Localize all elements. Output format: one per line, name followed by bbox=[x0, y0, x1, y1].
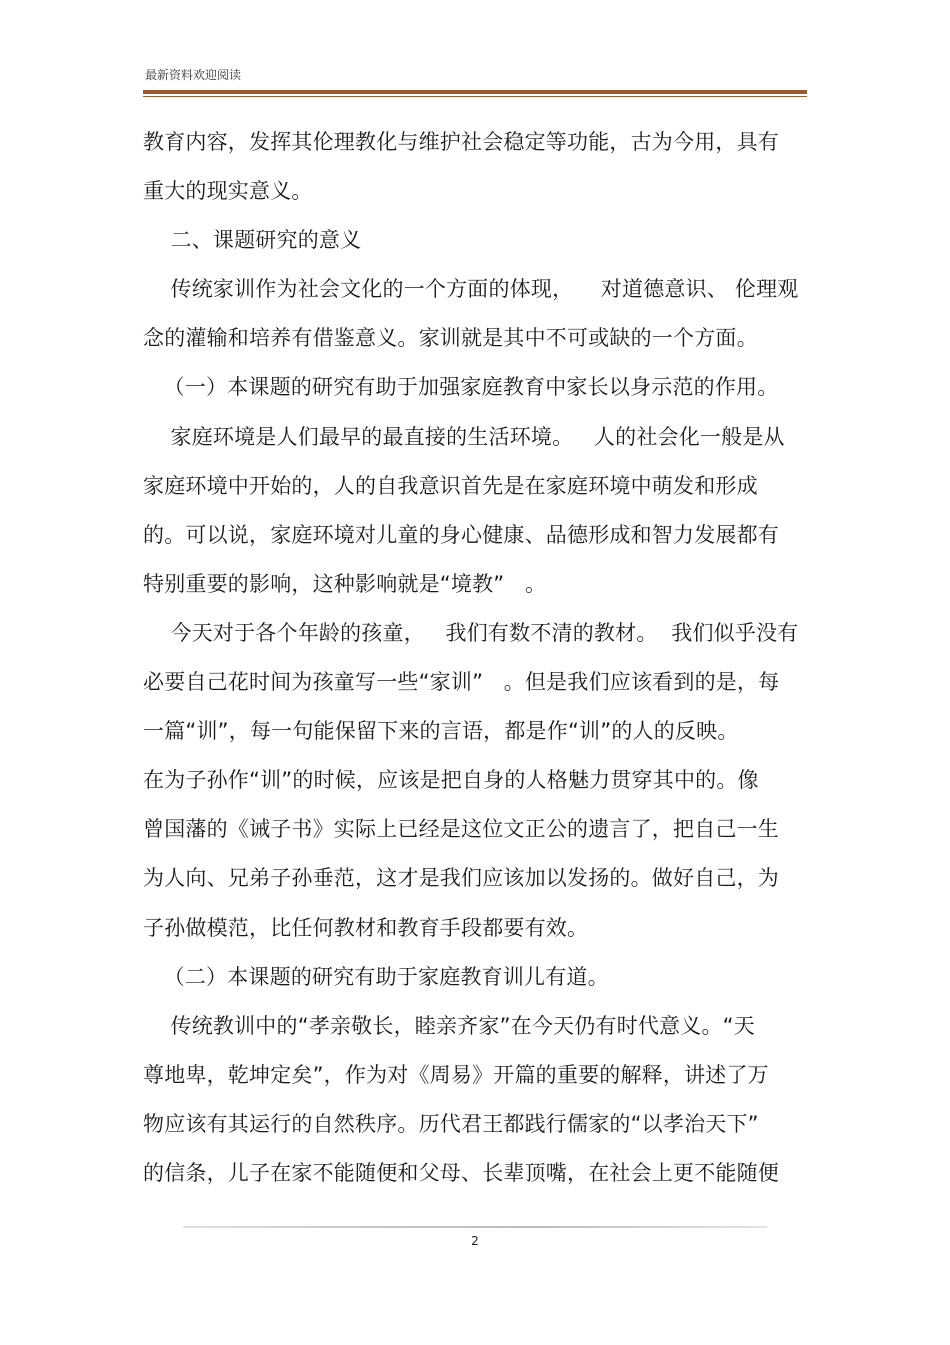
text-line: 为人向、兄弟子孙垂范，这才是我们应该加以发扬的。做好自己，为 bbox=[143, 866, 779, 891]
text-line: 子孙做模范，比任何教材和教育手段都要有效。 bbox=[143, 915, 589, 940]
text-line: 特别重要的影响，这种影响就是“境教” 。 bbox=[143, 571, 547, 596]
text-line: 物应该有其运行的自然秩序。历代君王都践行儒家的“以孝治天下” bbox=[143, 1111, 759, 1136]
text-line: 尊地卑，乾坤定矣”，作为对《周易》开篇的重要的解释，讲述了万 bbox=[143, 1062, 769, 1087]
header-rule-thin bbox=[143, 96, 807, 97]
text-line: 曾国藩的《诫子书》实际上已经是这位文正公的遗言了，把自己一生 bbox=[143, 817, 779, 842]
text-line: 今天对于各个年龄的孩童， 我们有数不清的教材。 我们似乎没有 bbox=[143, 620, 799, 645]
text-line: 念的灌输和培养有借鉴意义。家训就是其中不可或缺的一个方面。 bbox=[143, 326, 758, 351]
subsection-heading: （一）本课题的研究有助于加强家庭教育中家长以身示范的作用。 bbox=[143, 375, 779, 400]
text-line: 重大的现实意义。 bbox=[143, 179, 313, 204]
text-line: 必要自己花时间为孩童写一些“家训” 。但是我们应该看到的是，每 bbox=[143, 670, 780, 695]
text-line: 的。可以说，家庭环境对儿童的身心健康、品德形成和智力发展都有 bbox=[143, 522, 779, 547]
document-body bbox=[143, 118, 823, 1198]
text-line: 传统教训中的“孝亲敬长，睦亲齐家”在今天仍有时代意义。“天 bbox=[143, 1013, 755, 1038]
header-rule bbox=[143, 90, 807, 94]
text-line: 一篇“训”，每一句能保留下来的言语，都是作“训”的人的反映。 bbox=[143, 719, 739, 744]
text-line: 在为子孙作“训”的时候，应该是把自身的人格魅力贯穿其中的。像 bbox=[143, 768, 759, 793]
text-line: 的信条，儿子在家不能随便和父母、长辈顶嘴，在社会上更不能随便 bbox=[143, 1160, 779, 1185]
header-text: 最新资料欢迎阅读 bbox=[145, 68, 242, 82]
text-line: 家庭环境中开始的，人的自我意识首先是在家庭环境中萌发和形成 bbox=[143, 473, 758, 498]
text-line: 传统家训作为社会文化的一个方面的体现， 对道德意识、 伦理观 bbox=[143, 277, 799, 302]
text-line: 教育内容，发挥其伦理教化与维护社会稳定等功能，古为今用，具有 bbox=[143, 130, 779, 154]
text-line: 家庭环境是人们最早的最直接的生活环境。 人的社会化一般是从 bbox=[143, 424, 785, 449]
section-heading: 二、课题研究的意义 bbox=[143, 228, 362, 253]
page-number: 2 bbox=[471, 1234, 479, 1248]
footer-rule bbox=[183, 1226, 767, 1228]
subsection-heading: （二）本课题的研究有助于家庭教育训儿有道。 bbox=[143, 964, 609, 989]
